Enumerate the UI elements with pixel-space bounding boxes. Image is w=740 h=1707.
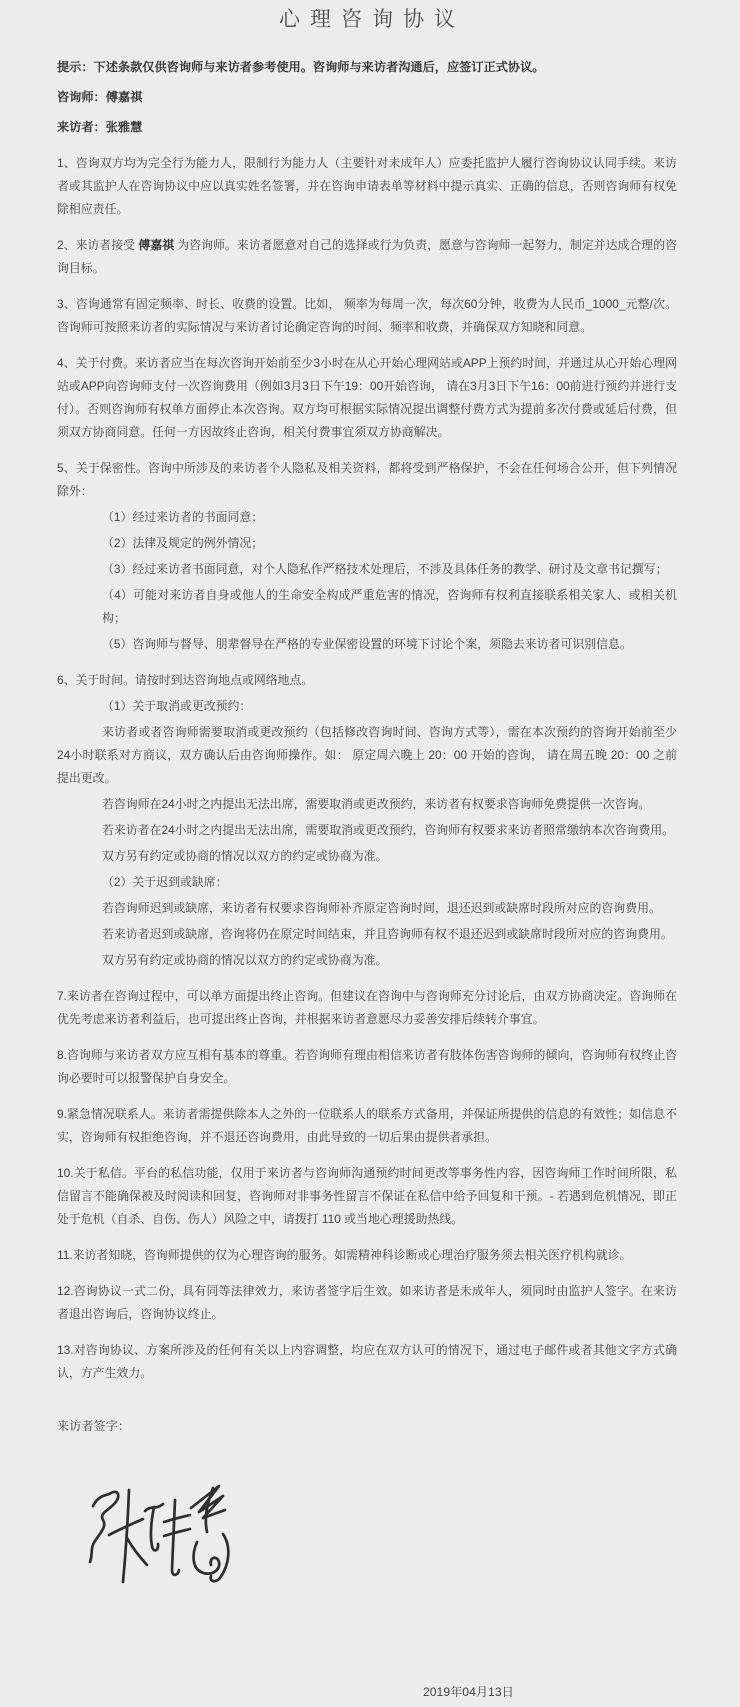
counselor-name: 傅嘉祺: [105, 90, 143, 104]
clause-6-sub-3: 若咨询师在24小时之内提出无法出席，需要取消或更改预约，来访者有权要求咨询师免费提供一次咨询。: [102, 797, 651, 811]
date-line: 2019年04月13日: [423, 1685, 514, 1699]
clause-13: 13.对咨询协议、方案所涉及的任何有关以上内容调整，均应在双方认可的情况下，通过电子邮件或者其他文字方式确认，方产生效力。: [57, 1343, 677, 1380]
clause-5-item-2: （2）法律及规定的例外情况；: [102, 536, 264, 550]
notice-line: 提示：下述条款仅供咨询师与来访者参考使用。咨询师与来访者沟通后，应签订正式协议。: [57, 60, 545, 74]
clause-6-sub-9: 双方另有约定或协商的情况以双方的约定或协商为准。: [102, 953, 388, 967]
clause-5-item-4: （4）可能对来访者自身或他人的生命安全构成严重危害的情况，咨询师有权利直接联系相关家人、或相关机构；: [102, 588, 677, 625]
clause-3: 3、咨询通常有固定频率、时长、收费的设置。比如， 频率为每周一次，每次60分钟，收费为人民币_1000_元整/次。咨询师可按照来访者的实际情况与来访者讨论确定咨询的时间、频率和收费，并确保双方知晓和同意。: [57, 297, 677, 334]
clause-5-item-5: （5）咨询师与督导、朋辈督导在严格的专业保密设置的环境下讨论个案，须隐去来访者可识别信息。: [102, 637, 632, 651]
clause-11: 11.来访者知晓，咨询师提供的仅为心理咨询的服务。如需精神科诊断或心理治疗服务须去相关医疗机构就诊。: [57, 1248, 632, 1262]
signature-label: 来访者签字：: [57, 1419, 131, 1433]
clause-9: 9.紧急情况联系人。来访者需提供除本人之外的一位联系人的联系方式备用，并保证所提供的信息的有效性；如信息不实，咨询师有权拒绝咨询，并不退还咨询费用，由此导致的一切后果由提供者承担。: [57, 1107, 677, 1144]
clause-7: 7.来访者在咨询过程中，可以单方面提出终止咨询。但建议在咨询中与咨询师充分讨论后，由双方协商决定。咨询师在优先考虑来访者利益后，也可提出终止咨询，并根据来访者意愿尽力妥善安排后续转介事宜。: [57, 989, 677, 1026]
clause-6-sub-2: 来访者或者咨询师需要取消或更改预约（包括修改咨询时间、咨询方式等），需在本次预约的咨询开始前至少24小时联系对方商议，双方确认后由咨询师操作。如： 原定周六晚上 20：00 开始的咨询， 请在周五晚 20：00 之前提出更改。: [57, 725, 677, 785]
clause-6-sub-7: 若咨询师迟到或缺席，来访者有权要求咨询师补齐原定咨询时间，退还迟到或缺席时段所对应的咨询费用。: [102, 901, 661, 915]
clause-2-suffix: 为咨询师。来访者愿意对自己的选择或行为负责，愿意与咨询师一起努力，制定并达成合理的咨询目标。: [57, 238, 677, 275]
clause-2: [57, 234, 677, 280]
clause-6-text: 6、关于时间。请按时到达咨询地点或网络地点。: [57, 673, 314, 687]
clause-6-sub-8: 若来访者迟到或缺席，咨询将仍在原定时间结束，并且咨询师有权不退还迟到或缺席时段所对应的咨询费用。: [102, 927, 673, 941]
clause-5-item-1: （1）经过来访者的书面同意；: [102, 510, 264, 524]
clause-10: 10.关于私信。平台的私信功能，仅用于来访者与咨询师沟通预约时间更改等事务性内容，因咨询师工作时间所限，私信留言不能确保被及时阅读和回复，咨询师对非事务性留言不保证在私信中给予回复和干预。- 若遇到危机情况，即正处于危机（自杀、自伤、伤人）风险之中，请拨打 110 或当地心理援助热线。: [57, 1166, 677, 1226]
clause-6-sub-4: 若来访者在24小时之内提出无法出席，需要取消或更改预约，咨询师有权要求来访者照常缴纳本次咨询费用。: [102, 823, 675, 837]
signature-area: [87, 1480, 237, 1608]
clause-6: [57, 669, 677, 972]
clause-5-text: 5、关于保密性。咨询中所涉及的来访者个人隐私及相关资料，都将受到严格保护，不会在任何场合公开，但下列情况除外：: [57, 461, 677, 498]
clause-5-item-3: （3）经过来访者书面同意，对个人隐私作严格技术处理后，不涉及具体任务的教学、研讨及文章书记撰写；: [102, 562, 668, 576]
clause-8: 8.咨询师与来访者双方应互相有基本的尊重。若咨询师有理由相信来访者有肢体伤害咨询师的倾向，咨询师有权终止咨询必要时可以报警保护自身安全。: [57, 1048, 677, 1085]
clause-6-sub-1: （1）关于取消或更改预约：: [102, 699, 252, 713]
counselor-line: [57, 86, 677, 109]
clause-6-sub-5: 双方另有约定或协商的情况以双方的约定或协商为准。: [102, 849, 388, 863]
page-title: 心理咨询协议: [279, 8, 465, 31]
clause-2-prefix: 2、来访者接受: [57, 238, 139, 252]
handwritten-signature: [87, 1480, 237, 1608]
counselor-label: 咨询师：: [57, 90, 106, 104]
client-line: [57, 116, 677, 139]
client-label: 来访者：: [57, 120, 106, 134]
clause-1: 1、咨询双方均为完全行为能力人，限制行为能力人（主要针对未成年人）应委托监护人履行咨询协议认同手续。来访者或其监护人在咨询协议中应以真实姓名签署，并在咨询申请表单等材料中提示真实、正确的信息，否则咨询师有权免除相应责任。: [57, 156, 677, 216]
clause-5: [57, 457, 677, 656]
clause-12: 12.咨询协议一式二份，具有同等法律效力，来访者签字后生效。如来访者是未成年人，须同时由监护人签字。在来访者退出咨询后，咨询协议终止。: [57, 1284, 677, 1321]
clause-2-counselor-name: 傅嘉祺: [138, 238, 175, 252]
client-name: 张雅慧: [105, 120, 143, 134]
clause-6-sub-6: （2）关于迟到或缺席：: [102, 875, 228, 889]
clause-4: 4、关于付费。来访者应当在每次咨询开始前至少3小时在从心开始心理网站或APP上预约时间，并通过从心开始心理网站或APP向咨询师支付一次咨询费用（例如3月3日下午19：00开始咨询， 请在3月3日下午16：00前进行预约并进行支付）。否则咨询师有权单方面停止本次咨询。双方均可根据实际情况提出调整付费方式为提前多次付费或延后付费，但须双方协商同意。任何一方因故终止咨询，相关付费事宜须双方协商解决。: [57, 356, 677, 439]
